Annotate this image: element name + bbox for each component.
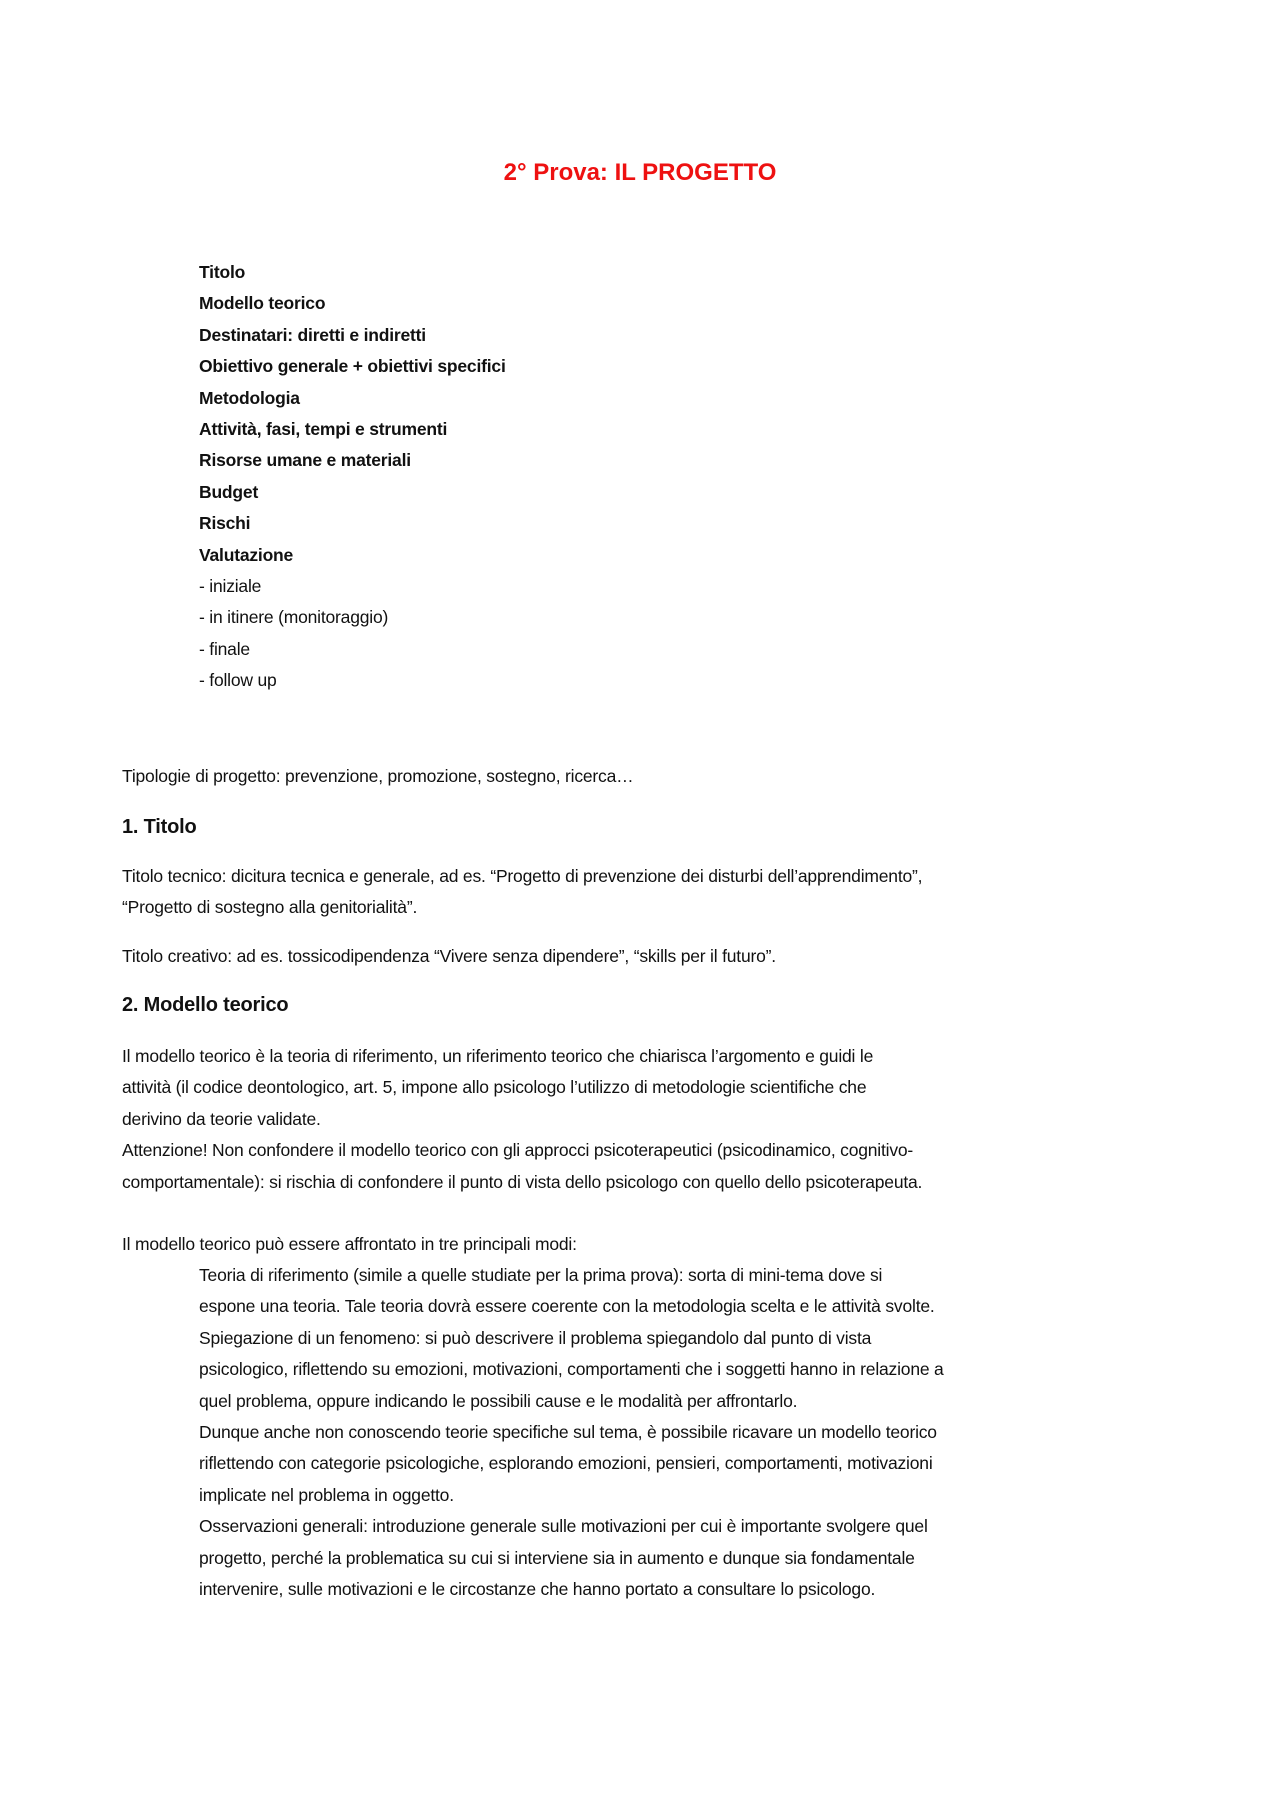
- text-line: comportamentale): si rischia di confondere il punto di vista dello psicologo con quello dello psicoterapeuta.: [122, 1171, 923, 1192]
- titolo-creativo-paragraph: Titolo creativo: ad es. tossicodipendenza “Vivere senza dipendere”, “skills per il futuro”.: [122, 946, 776, 966]
- text-line: Il modello teorico è la teoria di riferimento, un riferimento teorico che chiarisca l’argomento e guidi le: [122, 1046, 874, 1066]
- tipologie-text: Tipologie di progetto: prevenzione, promozione, sostegno, ricerca…: [122, 766, 634, 786]
- page-title: 2° Prova: IL PROGETTO: [503, 159, 777, 186]
- text-line: attività (il codice deontologico, art. 5, impone allo psicologo l’utilizzo di metodologie scientifiche che: [122, 1077, 867, 1098]
- modello-paragraph: [122, 1041, 922, 1198]
- text-line: Dunque anche non conoscendo teorie specifiche sul tema, è possibile ricavare un modello teorico: [199, 1421, 937, 1442]
- text-line: derivino da teorie validate.: [122, 1108, 321, 1129]
- outline-item: Budget: [199, 481, 259, 502]
- outline-item: Titolo: [199, 262, 246, 282]
- text-line: Osservazioni generali: introduzione generale sulle motivazioni per cui è importante svolgere quel: [199, 1516, 928, 1537]
- text-line: espone una teoria. Tale teoria dovrà essere coerente con la metodologia scelta e le attività svolte.: [199, 1296, 935, 1317]
- outline-item: Obiettivo generale + obiettivi specifici: [199, 356, 506, 377]
- outline-list: [199, 257, 506, 696]
- text-line: quel problema, oppure indicando le possibili cause e le modalità per affrontarlo.: [199, 1390, 798, 1411]
- outline-item: Metodologia: [199, 387, 300, 408]
- text-line: psicologico, riflettendo su emozioni, motivazioni, comportamenti che i soggetti hanno in relazione a: [199, 1359, 944, 1380]
- text-line: intervenire, sulle motivazioni e le circostanze che hanno portato a consultare lo psicologo.: [199, 1578, 876, 1599]
- section-heading-modello-teorico: 2. Modello teorico: [122, 994, 289, 1016]
- outline-subitem: - iniziale: [199, 575, 262, 596]
- modes-intro: Il modello teorico può essere affrontato in tre principali modi:: [122, 1234, 577, 1254]
- outline-subitem: - follow up: [199, 670, 277, 691]
- outline-item: Destinatari: diretti e indiretti: [199, 324, 426, 345]
- titolo-tecnico-paragraph: [122, 861, 922, 924]
- outline-item: Valutazione: [199, 544, 294, 565]
- text-line: implicate nel problema in oggetto.: [199, 1484, 454, 1505]
- text-line: Attenzione! Non confondere il modello teorico con gli approcci psicoterapeutici (psicodinamico, cognitivo-: [122, 1140, 914, 1161]
- outline-item: Rischi: [199, 513, 251, 534]
- section-heading-titolo: 1. Titolo: [122, 816, 197, 838]
- text-line: progetto, perché la problematica su cui si interviene sia in aumento e dunque sia fondamentale: [199, 1547, 915, 1568]
- modes-list: [199, 1260, 944, 1605]
- outline-item: Risorse umane e materiali: [199, 450, 411, 471]
- outline-subitem: - in itinere (monitoraggio): [199, 607, 389, 628]
- text-line: Teoria di riferimento (simile a quelle studiate per la prima prova): sorta di mini-tema dove si: [199, 1265, 883, 1285]
- text-line: riflettendo con categorie psicologiche, esplorando emozioni, pensieri, comportamenti, motivazioni: [199, 1453, 933, 1474]
- outline-item: Modello teorico: [199, 293, 326, 314]
- text-line: “Progetto di sostegno alla genitorialità”.: [122, 897, 418, 918]
- text-line: Spiegazione di un fenomeno: si può descrivere il problema spiegandolo dal punto di vista: [199, 1327, 872, 1348]
- outline-item: Attività, fasi, tempi e strumenti: [199, 418, 448, 439]
- outline-subitem: - finale: [199, 638, 250, 659]
- text-line: Titolo tecnico: dicitura tecnica e generale, ad es. “Progetto di prevenzione dei disturbi dell’apprendimento”,: [122, 866, 923, 886]
